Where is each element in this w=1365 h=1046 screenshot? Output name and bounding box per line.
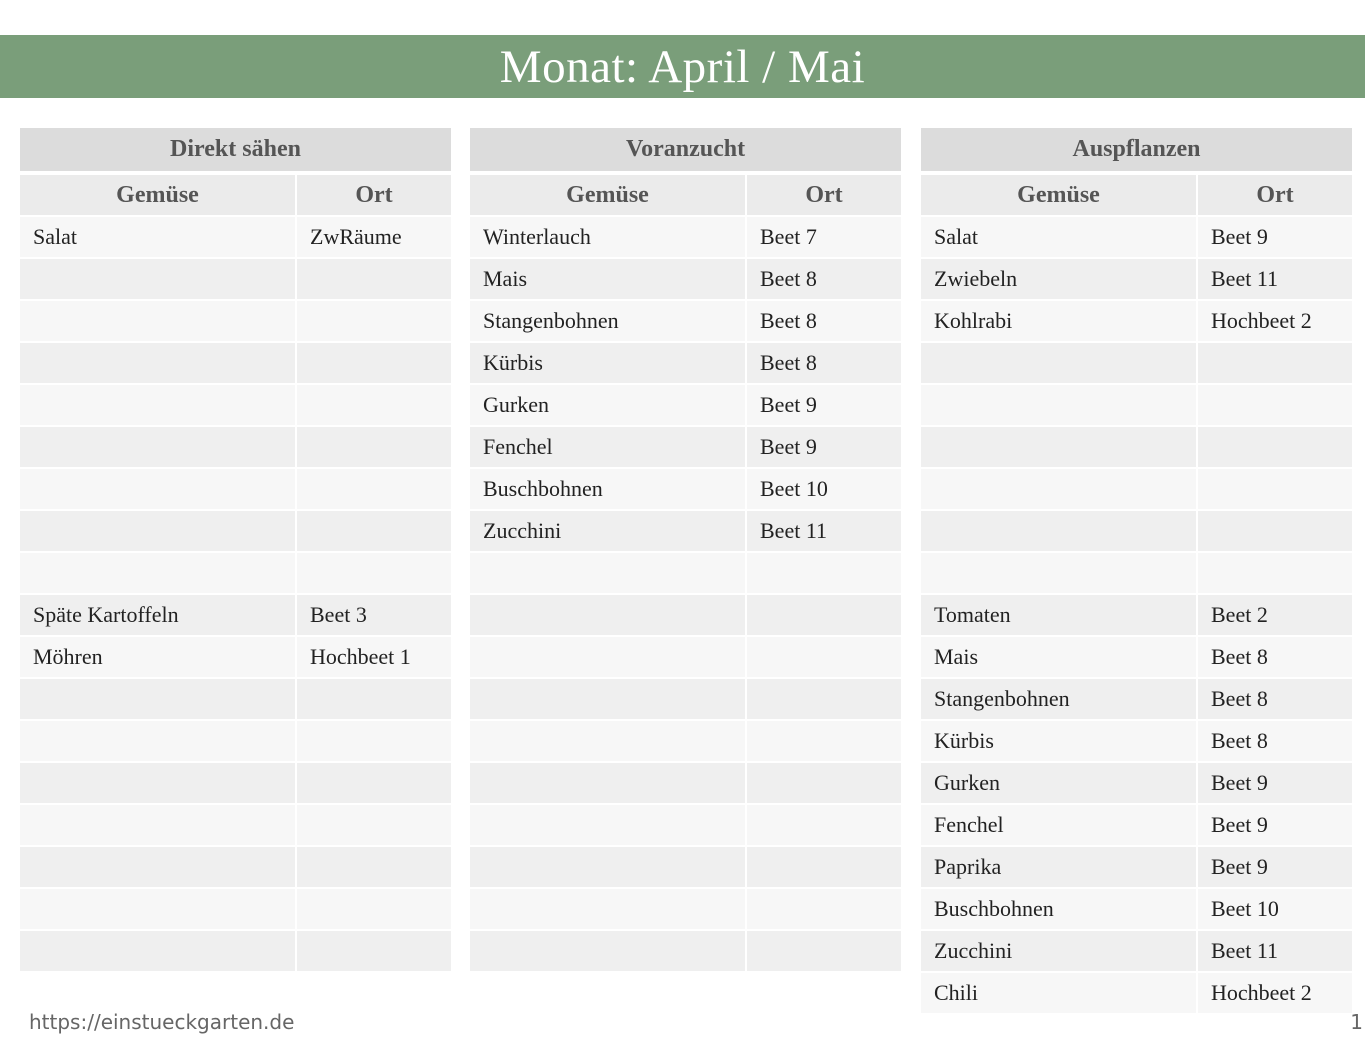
cell-gemuese — [921, 469, 1198, 509]
table-row — [20, 595, 451, 637]
table-row — [20, 469, 451, 511]
table-row — [20, 679, 451, 721]
cell-ort: ZwRäume — [297, 217, 451, 257]
cell-gemuese — [470, 721, 747, 761]
cell-gemuese: Kürbis — [921, 721, 1198, 761]
section-header: Voranzucht — [470, 128, 901, 171]
table-row — [921, 721, 1352, 763]
table-row — [470, 637, 901, 679]
table-row — [20, 511, 451, 553]
column-header-row — [470, 175, 901, 217]
cell-gemuese: Mais — [470, 259, 747, 299]
table-row — [20, 721, 451, 763]
table-row — [470, 469, 901, 511]
table-row — [470, 385, 901, 427]
cell-gemuese — [20, 259, 297, 299]
column-header-gemuese: Gemüse — [20, 175, 297, 215]
cell-gemuese: Späte Kartoffeln — [20, 595, 297, 635]
cell-gemuese: Gurken — [470, 385, 747, 425]
table-voranzucht — [470, 128, 901, 973]
cell-gemuese — [470, 763, 747, 803]
cell-gemuese: Gurken — [921, 763, 1198, 803]
cell-ort: Hochbeet 2 — [1198, 973, 1352, 1013]
table-row — [470, 217, 901, 259]
column-header-ort: Ort — [1198, 175, 1352, 215]
cell-ort: Beet 8 — [747, 301, 901, 341]
cell-ort — [747, 847, 901, 887]
cell-gemuese — [20, 301, 297, 341]
cell-gemuese — [20, 343, 297, 383]
table-body — [921, 217, 1352, 1015]
table-row — [470, 763, 901, 805]
cell-gemuese: Zucchini — [470, 511, 747, 551]
table-row — [470, 511, 901, 553]
table-row — [921, 301, 1352, 343]
section-header: Auspflanzen — [921, 128, 1352, 171]
cell-gemuese: Stangenbohnen — [921, 679, 1198, 719]
cell-ort — [297, 889, 451, 929]
cell-gemuese — [20, 469, 297, 509]
table-body — [20, 217, 451, 973]
cell-ort — [1198, 343, 1352, 383]
cell-ort — [747, 805, 901, 845]
cell-gemuese — [470, 553, 747, 593]
cell-ort — [1198, 553, 1352, 593]
cell-ort — [1198, 427, 1352, 467]
table-row — [20, 385, 451, 427]
column-header-row — [921, 175, 1352, 217]
table-row — [921, 469, 1352, 511]
cell-ort — [1198, 511, 1352, 551]
cell-ort: Beet 11 — [747, 511, 901, 551]
cell-ort: Beet 9 — [1198, 805, 1352, 845]
table-row — [921, 217, 1352, 259]
cell-gemuese — [470, 847, 747, 887]
table-row — [20, 763, 451, 805]
table-row — [921, 385, 1352, 427]
cell-gemuese — [921, 553, 1198, 593]
cell-gemuese — [20, 427, 297, 467]
cell-ort — [297, 679, 451, 719]
table-row — [20, 301, 451, 343]
table-direkt-saehen — [20, 128, 451, 973]
cell-gemuese: Buschbohnen — [470, 469, 747, 509]
cell-gemuese — [470, 889, 747, 929]
cell-ort — [297, 763, 451, 803]
cell-ort — [297, 721, 451, 761]
cell-gemuese: Paprika — [921, 847, 1198, 887]
cell-ort — [1198, 385, 1352, 425]
cell-ort — [747, 889, 901, 929]
page-title: Monat: April / Mai — [0, 35, 1365, 98]
cell-ort: Beet 2 — [1198, 595, 1352, 635]
cell-gemuese: Kohlrabi — [921, 301, 1198, 341]
cell-gemuese: Fenchel — [921, 805, 1198, 845]
cell-gemuese — [470, 595, 747, 635]
table-row — [921, 595, 1352, 637]
cell-gemuese: Zucchini — [921, 931, 1198, 971]
table-row — [470, 595, 901, 637]
table-row — [20, 553, 451, 595]
cell-ort — [297, 427, 451, 467]
cell-gemuese — [470, 679, 747, 719]
cell-gemuese — [20, 805, 297, 845]
cell-ort: Beet 8 — [747, 259, 901, 299]
table-row — [20, 427, 451, 469]
cell-gemuese: Möhren — [20, 637, 297, 677]
cell-gemuese — [921, 385, 1198, 425]
cell-ort — [747, 637, 901, 677]
cell-ort: Hochbeet 1 — [297, 637, 451, 677]
column-header-gemuese: Gemüse — [921, 175, 1198, 215]
cell-gemuese — [20, 721, 297, 761]
table-row — [921, 259, 1352, 301]
cell-gemuese — [921, 511, 1198, 551]
cell-gemuese — [20, 847, 297, 887]
cell-gemuese — [470, 637, 747, 677]
table-row — [20, 637, 451, 679]
cell-gemuese — [20, 553, 297, 593]
cell-ort: Beet 8 — [1198, 721, 1352, 761]
cell-gemuese — [20, 763, 297, 803]
cell-ort — [747, 595, 901, 635]
cell-ort: Beet 7 — [747, 217, 901, 257]
column-header-row — [20, 175, 451, 217]
table-row — [20, 217, 451, 259]
cell-gemuese: Winterlauch — [470, 217, 747, 257]
cell-gemuese: Zwiebeln — [921, 259, 1198, 299]
table-row — [921, 889, 1352, 931]
table-row — [921, 511, 1352, 553]
cell-ort: Beet 9 — [1198, 847, 1352, 887]
cell-ort — [297, 805, 451, 845]
cell-ort: Hochbeet 2 — [1198, 301, 1352, 341]
cell-gemuese: Fenchel — [470, 427, 747, 467]
cell-gemuese — [921, 427, 1198, 467]
table-row — [470, 343, 901, 385]
cell-ort — [297, 469, 451, 509]
column-header-gemuese: Gemüse — [470, 175, 747, 215]
cell-gemuese — [20, 889, 297, 929]
cell-gemuese: Chili — [921, 973, 1198, 1013]
cell-ort: Beet 8 — [1198, 637, 1352, 677]
footer-url: https://einstueckgarten.de — [29, 1010, 295, 1034]
cell-ort — [1198, 469, 1352, 509]
cell-gemuese: Buschbohnen — [921, 889, 1198, 929]
table-row — [921, 637, 1352, 679]
cell-ort: Beet 9 — [1198, 217, 1352, 257]
cell-ort: Beet 8 — [747, 343, 901, 383]
table-row — [20, 889, 451, 931]
table-row — [470, 805, 901, 847]
cell-ort: Beet 8 — [1198, 679, 1352, 719]
table-row — [921, 679, 1352, 721]
table-row — [20, 259, 451, 301]
cell-ort: Beet 3 — [297, 595, 451, 635]
table-row — [921, 847, 1352, 889]
page-number: 1 — [1350, 1010, 1363, 1034]
cell-ort: Beet 11 — [1198, 931, 1352, 971]
cell-ort — [297, 301, 451, 341]
table-row — [921, 805, 1352, 847]
table-row — [470, 721, 901, 763]
cell-ort — [297, 931, 451, 971]
cell-ort — [297, 847, 451, 887]
cell-gemuese — [20, 679, 297, 719]
cell-ort — [747, 931, 901, 971]
table-row — [20, 343, 451, 385]
cell-ort — [747, 721, 901, 761]
section-header: Direkt sähen — [20, 128, 451, 171]
table-row — [921, 931, 1352, 973]
cell-ort: Beet 11 — [1198, 259, 1352, 299]
table-row — [20, 847, 451, 889]
table-row — [921, 343, 1352, 385]
table-auspflanzen — [921, 128, 1352, 1015]
cell-gemuese — [470, 931, 747, 971]
cell-ort — [747, 763, 901, 803]
table-row — [470, 427, 901, 469]
table-row — [921, 427, 1352, 469]
cell-ort — [297, 553, 451, 593]
table-row — [20, 805, 451, 847]
table-row — [470, 301, 901, 343]
cell-gemuese — [20, 931, 297, 971]
table-row — [921, 763, 1352, 805]
table-row — [470, 553, 901, 595]
cell-ort — [297, 385, 451, 425]
table-row — [470, 259, 901, 301]
cell-gemuese: Stangenbohnen — [470, 301, 747, 341]
table-row — [470, 889, 901, 931]
column-header-ort: Ort — [747, 175, 901, 215]
table-body — [470, 217, 901, 973]
cell-ort: Beet 10 — [747, 469, 901, 509]
table-row — [470, 931, 901, 973]
column-header-ort: Ort — [297, 175, 451, 215]
cell-gemuese — [470, 805, 747, 845]
table-row — [20, 931, 451, 973]
cell-ort — [297, 511, 451, 551]
cell-ort: Beet 9 — [1198, 763, 1352, 803]
cell-ort — [747, 679, 901, 719]
cell-ort: Beet 9 — [747, 427, 901, 467]
cell-gemuese: Mais — [921, 637, 1198, 677]
cell-ort: Beet 10 — [1198, 889, 1352, 929]
table-row — [470, 847, 901, 889]
cell-gemuese — [921, 343, 1198, 383]
cell-ort: Beet 9 — [747, 385, 901, 425]
cell-ort — [297, 259, 451, 299]
cell-gemuese — [20, 385, 297, 425]
cell-ort — [297, 343, 451, 383]
table-row — [921, 553, 1352, 595]
cell-gemuese — [20, 511, 297, 551]
cell-ort — [747, 553, 901, 593]
cell-gemuese: Kürbis — [470, 343, 747, 383]
cell-gemuese: Salat — [921, 217, 1198, 257]
table-row — [921, 973, 1352, 1015]
cell-gemuese: Salat — [20, 217, 297, 257]
table-row — [470, 679, 901, 721]
cell-gemuese: Tomaten — [921, 595, 1198, 635]
